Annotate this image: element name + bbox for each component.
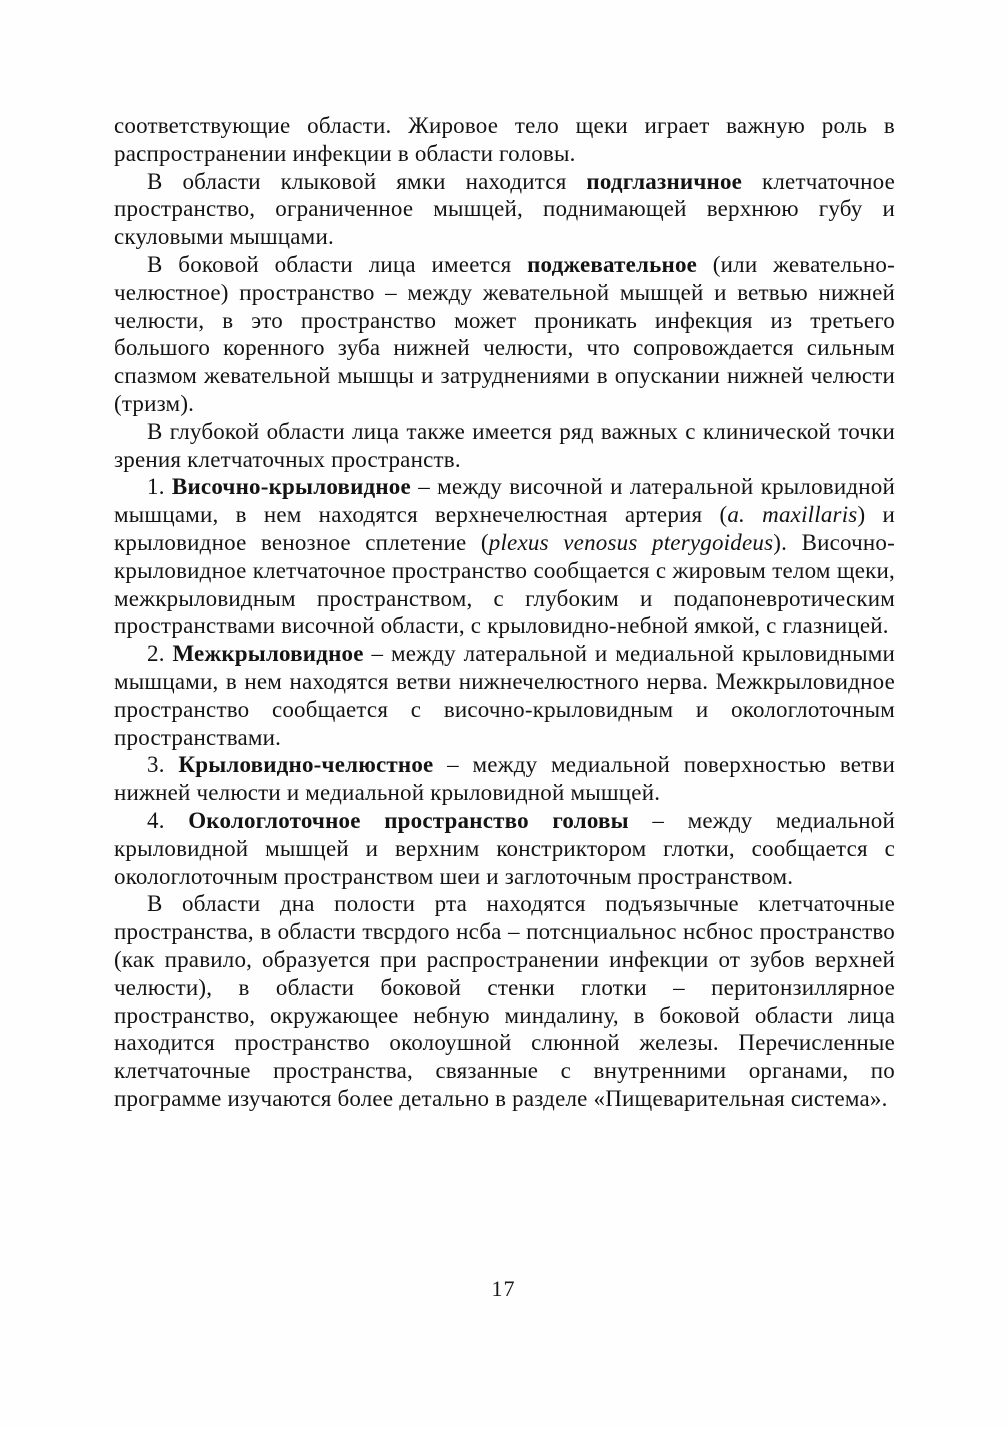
latin-term-italic: a. maxillaris — [727, 502, 858, 528]
paragraph — [114, 112, 895, 168]
text-segment: В глубокой области лица также имеется ряд важных с клинической точки зрения клетчаточных пространств. — [114, 418, 895, 472]
text-segment: 4. — [147, 807, 189, 833]
paragraph — [114, 418, 895, 474]
text-segment: соответствующие области. Жировое тело щеки играет важную роль в распространении инфекции в области головы. — [114, 113, 895, 166]
paragraph — [114, 640, 895, 751]
text-segment: – между медиальной крыловидной мышцей и верхним констриктором глотки, сообщается с окологлоточным пространством шеи и заглоточным пространством. — [114, 807, 896, 889]
bold-term: Височно-крыловидное — [171, 474, 411, 500]
paragraph — [114, 473, 895, 640]
text-segment: ). Височно-крыловидное клетчаточное пространство сообщается с жировым телом щеки, межкрыловидным пространством, с глубоким и подапоневротическим пространствами височной области, с крыловидно-небной ямкой, с глазницей. — [114, 529, 895, 639]
text-segment: 1. — [147, 474, 172, 500]
bold-term: Окологлоточное пространство головы — [188, 807, 629, 833]
text-segment: 2. — [147, 641, 173, 667]
text-segment: – между височной и латеральной крыловидной мышцами, в нем находятся верхнечелюстная артерия ( — [114, 474, 895, 528]
paragraph — [114, 168, 895, 251]
text-segment: – между латеральной и медиальной крыловидными мышцами, в нем находятся ветви нижнечелюстного нерва. Межкрыловидное пространство сообщается с височно-крыловидным и окологлоточным пространствами. — [114, 641, 895, 750]
text-segment: В области дна полости рта находятся подъязычные клетчаточные пространства, в области твсрдого нсба – потснциальнос нсбнос пространство (как правило, образуется при распространении инфекции от зубов верхней челюсти), в области боковой стенки глотки – перитонзиллярное пространство, окружающее небную миндалину, в боковой области лица находится пространство околоушной слюнной железы. Перечисленные клетчаточные пространства, связанные с внутренними органами, по программе изучаются более детально в разделе «Пищеварительная система». — [114, 891, 895, 1111]
bold-term: подглазничное — [586, 168, 743, 194]
body-text — [114, 112, 895, 1113]
paragraph — [114, 890, 895, 1112]
text-segment: (или жевательно-челюстное) пространство – между жевательной мышцей и ветвью нижней челюсти, в это пространство может проникать инфекция из третьего большого коренного зуба нижней челюсти, что сопровождается сильным спазмом жевательной мышцы и затруднениями в опускании нижней челюсти (тризм). — [114, 251, 895, 416]
text-segment: В боковой области лица имеется — [147, 251, 528, 277]
text-segment: – между медиальной поверхностью ветви нижней челюсти и медиальной крыловидной мышцей. — [114, 752, 895, 806]
paragraph — [114, 751, 895, 807]
bold-term: Крыловидно-челюстное — [178, 752, 434, 778]
paragraph — [114, 251, 895, 418]
text-segment: ) и крыловидное венозное сплетение ( — [114, 502, 895, 555]
bold-term: Межкрыловидное — [172, 641, 364, 667]
paragraph — [114, 807, 895, 890]
text-segment: 3. — [147, 752, 179, 778]
text-segment: клетчаточное пространство, ограниченное мышцей, поднимающей верхнюю губу и скуловыми мышцами. — [114, 168, 895, 250]
page-number: 17 — [491, 1276, 516, 1301]
latin-term-italic: plexus venosus pterygoideus — [488, 529, 774, 555]
bold-term: поджевательное — [527, 251, 698, 277]
text-segment: В области клыковой ямки находится — [147, 168, 587, 194]
